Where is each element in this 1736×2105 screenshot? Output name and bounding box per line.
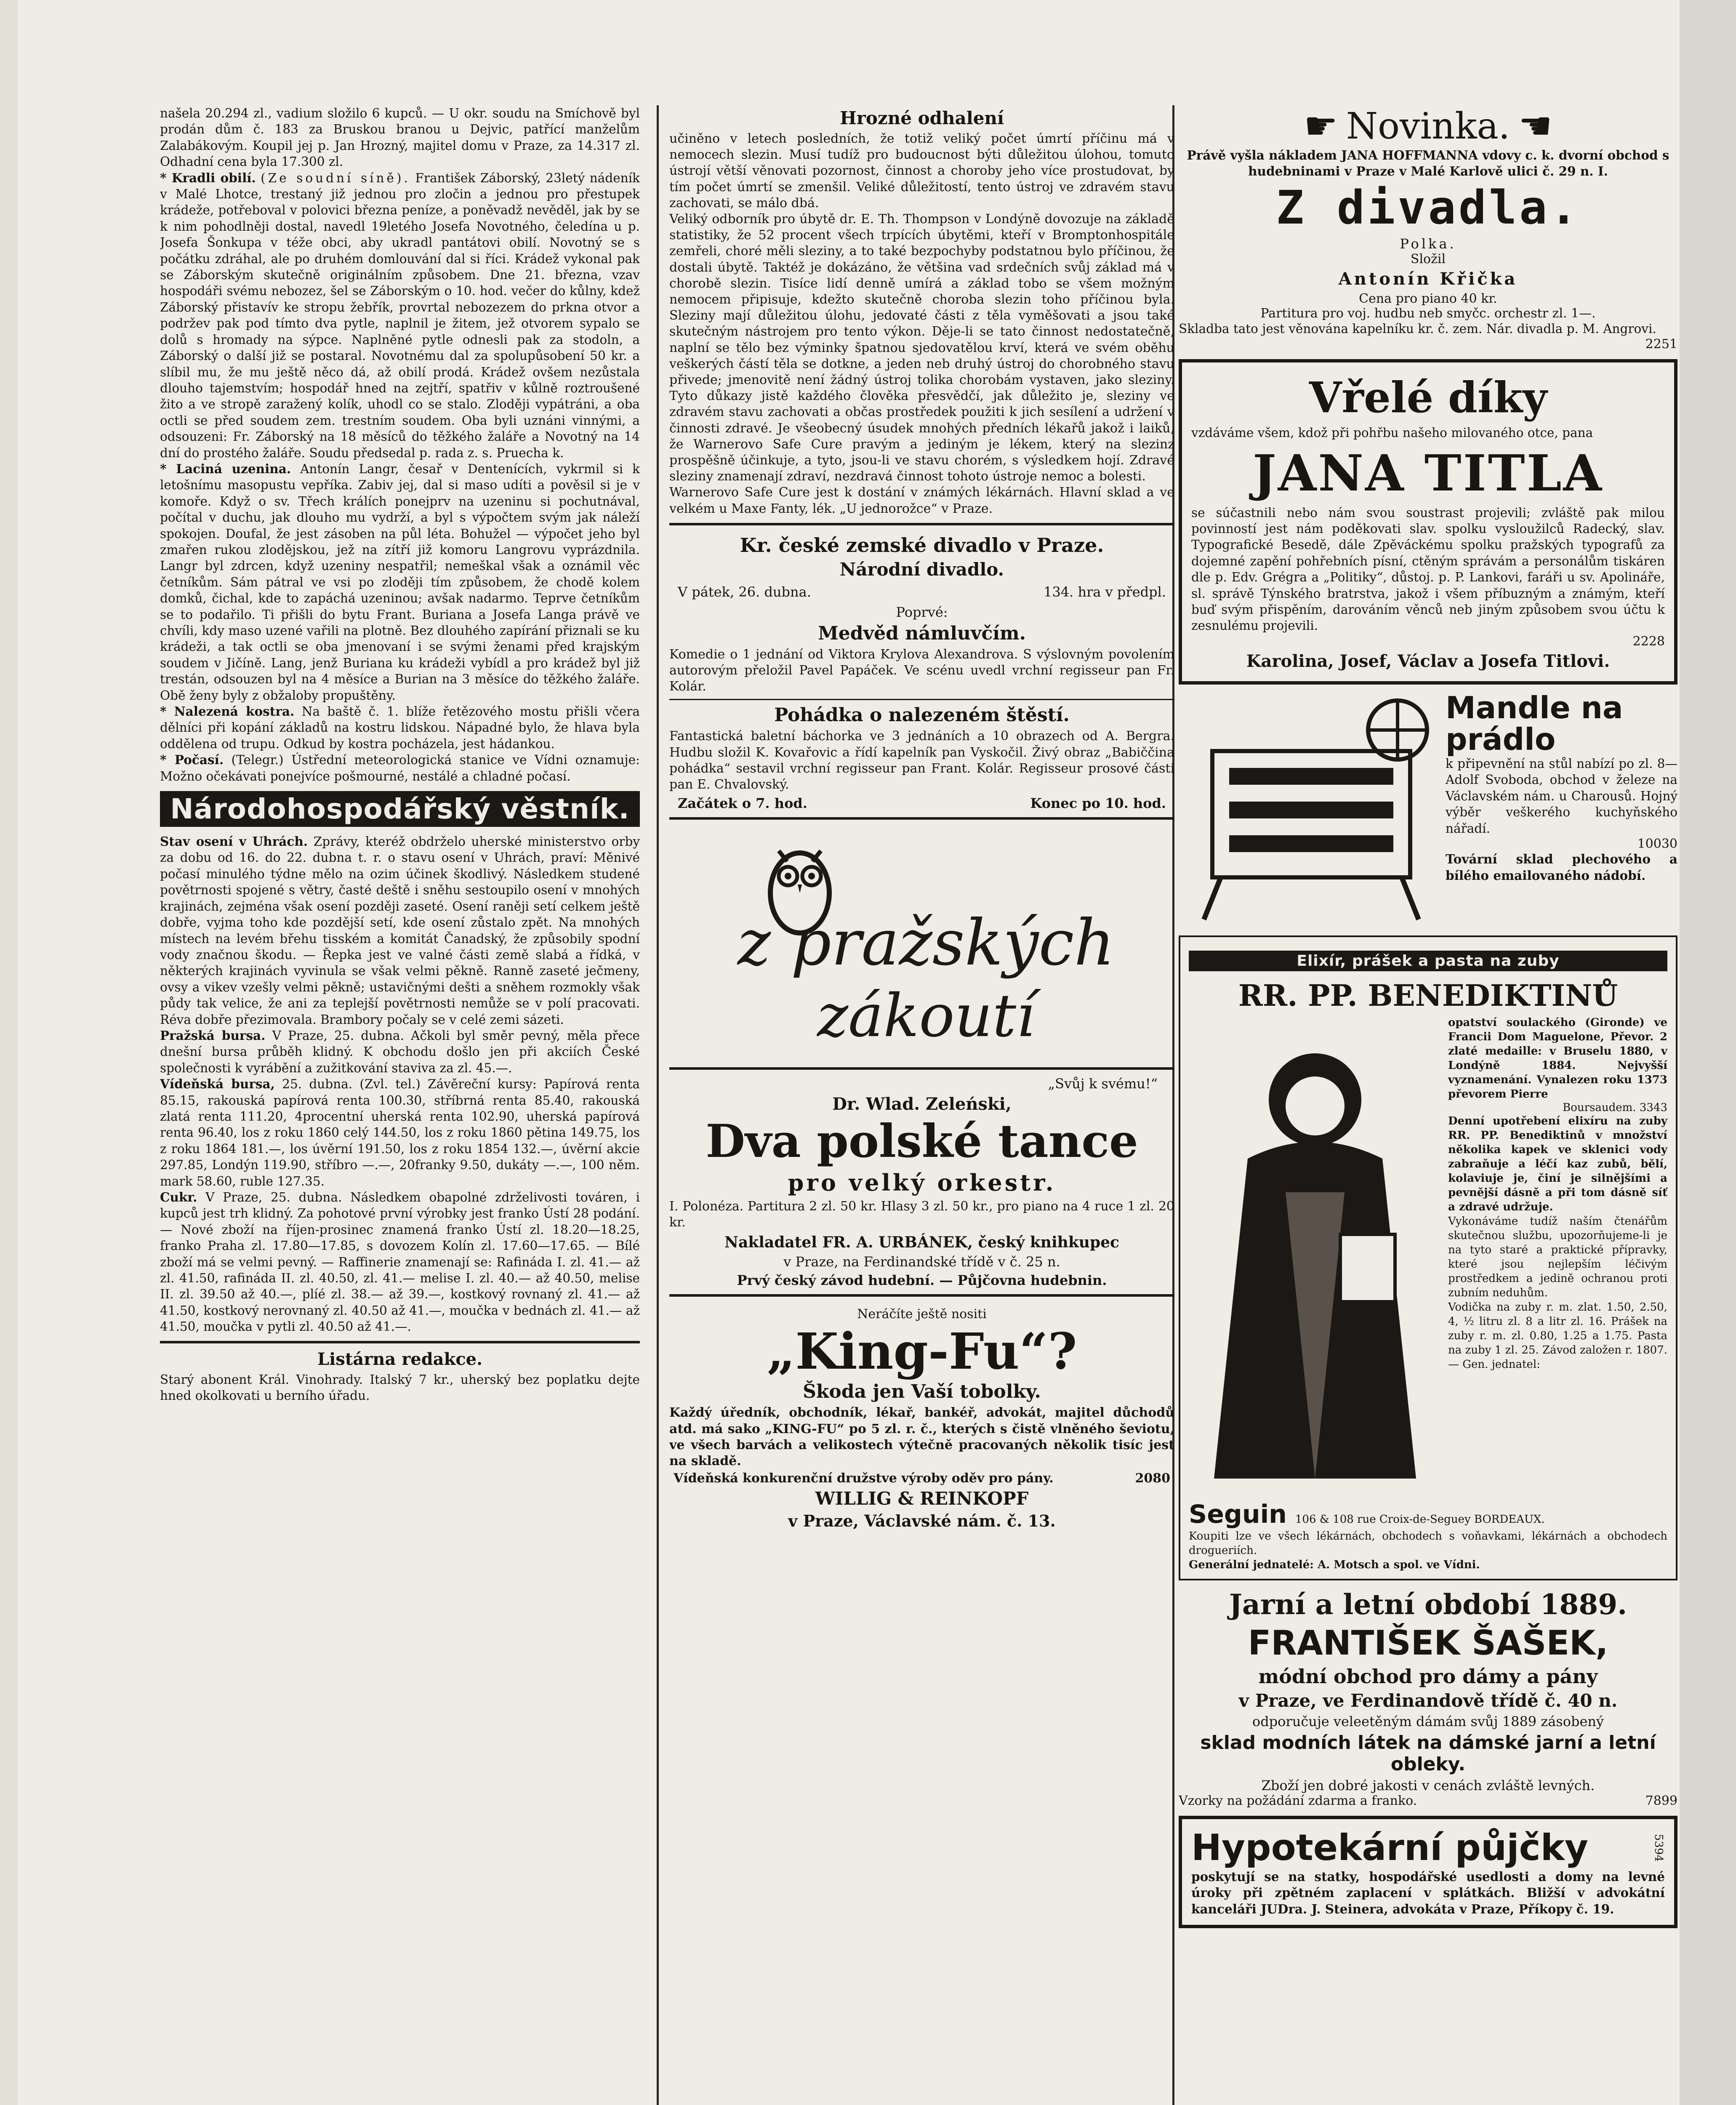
sasek-season: Jarní a letní období 1889. bbox=[1229, 1588, 1627, 1621]
kingfu-cooperative: Vídeňská konkurenční družstve výroby oděv pro pány. bbox=[674, 1471, 1054, 1486]
benediktinu-ad bbox=[1179, 935, 1677, 1580]
head-odhaleni: Hrozné odhalení bbox=[840, 108, 1004, 128]
divider bbox=[669, 523, 1174, 525]
seguin-address: 106 & 108 rue Croix-de-Seguey BORDEAUX. bbox=[1295, 1513, 1545, 1526]
listarna-body: Starý abonent Král. Vinohrady. Italský 7 kr., uherský bez poplatku dejte hned okolkovati u berního úřadu. bbox=[160, 1372, 640, 1403]
kingfu-tagline: Škoda jen Vaší tobolky. bbox=[803, 1381, 1041, 1403]
play2-title: Pohádka o nalezeném štěstí. bbox=[774, 704, 1070, 726]
premiere-label: Poprvé: bbox=[896, 604, 948, 620]
benedikt-body4: Vykonáváme tudíž naším čtenářům skutečnou službu, upozorňujeme-li je na tyto staré a praktické přípravky, které jsou nejlepším léčivým prostředkem a jedině ochranou proti zubním neduhům. bbox=[1448, 1215, 1667, 1299]
benedikt-body3: Denní upotřebení elixíru na zuby RR. PP. Benediktinů v množství několika kapek ve sklenici vody zabraňuje a léčí kaz zubů, bělí, kolaviuje je, činí je silnějšími a pevnější dásně a při tom dásně síť a zdravé udržuje. bbox=[1448, 1114, 1667, 1213]
monk-illustration-icon bbox=[1189, 1015, 1441, 1500]
seguin-body: Koupiti lze ve všech lékárnách, obchodech s voňavkami, lékárnách a obchodech drogueriích. bbox=[1189, 1529, 1667, 1557]
play1-desc: Komedie o 1 jednání od Viktora Krylova Alexandrova. S výslovným povolením autorovým přeložil Pavel Papáček. Ve scénu uvedl vrchní regisseur pan Fr. Kolár. bbox=[669, 647, 1174, 694]
polka-dedication: Skladba tato jest věnována kapelníku kr. č. zem. Nár. divadla p. M. Angrovi. bbox=[1179, 321, 1656, 336]
article-pocasi-title: * Počasí. bbox=[160, 752, 224, 767]
article-oseni bbox=[160, 834, 640, 1028]
mandle-text bbox=[1446, 692, 1677, 928]
mandle-footer: Tovární sklad plechového a bílého emailovaného nádobí. bbox=[1446, 852, 1677, 883]
mandle-number: 10030 bbox=[1637, 837, 1677, 852]
article-kradli-title: * Kradli obilí. bbox=[160, 170, 256, 185]
divadlo-num: 134. hra v předpl. bbox=[1044, 584, 1166, 600]
divider bbox=[669, 817, 1174, 820]
head-listarna: Listárna redakce. bbox=[317, 1349, 483, 1369]
article-bursa bbox=[160, 1028, 640, 1076]
seguin-row bbox=[1189, 1500, 1667, 1529]
benedikt-body2: Boursaudem. 3343 bbox=[1563, 1101, 1667, 1114]
sasek-desc5: Vzorky na požádání zdarma a franko. bbox=[1179, 1793, 1417, 1808]
kingfu-firm: WILLIG & REINKOPF bbox=[815, 1488, 1029, 1509]
zakouti-logo bbox=[690, 826, 1153, 1061]
sasek-number: 7899 bbox=[1645, 1793, 1677, 1808]
novinka-body: Právě vyšla nákladem JANA HOFFMANNA vdovy c. k. dvorní obchod s hudebninami v Praze v Malé Karlově ulici č. 29 n. I. bbox=[1187, 148, 1669, 179]
article-oseni-body: Zprávy, kteréž obdrželo uherské ministerstvo orby za dobu od 16. do 22. dubna t. r. o stavu osení v Uhrách, praví: Měnivé počasí minulého týdne mělo na ozim účinek škodlivý. Následkem studené povětrnosti spojené s větry, časté deště i sněhu sestoupilo osení v mnohých krajinách, zejména však osení později zaseté. Osení raněji setí celkem ještě dobře, vyjma toho kde pozdější setí, kde osení zůstalo zpět. Na mnohých místech na levém břehu tisském a komitát Čanadský, že způsobily spodní vody značnou škodu. — Řepka jest ve valné části země slabá a řídká, v některých krajinách vyvinula se však velmi pěkně. Ranně zaseté ječmeny, ovsy a vikev vzešly velmi pěkně; ustavičnými dešti a sněhem rozmokly však půdy tak velice, že ani za teplejší povětrnosti nemůže se v polí pracovati. Réva dobře přezimovala. Brambory počaly se v celé zemi sázeti. bbox=[160, 834, 640, 1027]
zdivadla-title: Z divadla. bbox=[1276, 180, 1580, 234]
article-kostra-body: Na baště č. 1. blíže řetězového mostu přišli včera dělníci při kopání základů na kostru lidskou. Nápadné bylo, že hlava byla oddělena od trupu. Odkud by kostra pocházela, jest hádankou. bbox=[160, 704, 640, 751]
head-divadlo: Kr. české zemské divadlo v Praze. bbox=[740, 533, 1104, 557]
urbanek-line: Nakladatel FR. A. URBÁNEK, český knihkupec bbox=[724, 1233, 1119, 1251]
benedikt-row bbox=[1189, 1015, 1667, 1500]
article-kradli-body: František Záborský, 23letý nádeník v Malé Lhotce, trestaný již jednou pro zločin a jednou pro přestupek krádeže, potřeboval v polovici března peníze, a poněvadž nevěděl, jak by se k nim pohodlněji dostal, navedl 19letého Josefa Novotného, čeledína u p. Josefa Šonkupa v téže obci, aby ukradl pantátovi obilí. Novotný se s počátku zdráhal, ale po druhém domlouvání dal si říci. Krádež vykonal pak se Záborským skutečně originálním způsobem. Dne 21. března, vzav hospodáři svému nebozez, šel se Záborským o 10. hod. večer do kůlny, kdež Záborský přistavív ke stropu žebřík, provrtal nebozezem do prkna otvor a podržev pak pod tímto dva pytle, naplnil je žitem, jež otvorem sypalo se dolů s hromady na sýpce. Naplněné pytle odnesli pak za stodoln, a Záborský o další již se postaral. Novotnému dal za spolupůsobení 50 kr. a slíbil mu, že mu ještě něco dá, až obilí prodá. Krádež ovšem nezůstala dlouho tajemstvím; hospodář hned na zejtří, spatřiv v kůlně roztroušené žito a ve stropě zaražený kolík, uhodl co se stalo. Zloději vypátráni, a oba octli se před soudem zem. trestním soudem. Oba byli uznáni vinnými, a odsouzeni: Fr. Záborský na 18 měsíců do těžkého žaláře a Novotný na 14 dní do prostého žaláře. Soudu předsedal p. rada z. s. Pruecha k. bbox=[160, 171, 640, 460]
sasek-name: FRANTIŠEK ŠAŠEK, bbox=[1248, 1623, 1608, 1663]
benedikt-body1: opatství soulackého (Gironde) ve Francii Dom Maguelone, Převor. 2 zlaté medaille: v Bruselu 1880, v Londýně 1884. Nejvyšší vyznamenání. Vynalezen roku 1373 převorem Pierre bbox=[1448, 1016, 1667, 1100]
kingfu-title: „King-Fu“? bbox=[767, 1322, 1077, 1380]
divider bbox=[669, 1294, 1174, 1297]
mandle-title: Mandle na prádlo bbox=[1446, 690, 1623, 757]
article-viden-title: Vídeňská bursa, bbox=[160, 1076, 275, 1092]
polka-slozil: Složil bbox=[1410, 251, 1446, 266]
article-bursa-body: V Praze, 25. dubna. Ačkoli byl směr pevný, měla přece dnešní bursa průběh klidný. K obchodu došlo jen při akciích České společnosti k vyrábění a zužitkování staviva za zl. 45.—. bbox=[160, 1028, 640, 1075]
column-divider-1 bbox=[657, 105, 659, 2105]
vrele-name: JANA TITLA bbox=[1252, 443, 1604, 502]
tance-title: Dva polské tance bbox=[706, 1115, 1138, 1168]
novinka-header bbox=[1179, 105, 1677, 147]
article-lacina bbox=[160, 461, 640, 703]
hypo-header bbox=[1191, 1827, 1665, 1869]
benedikt-body5: Vodička na zuby r. m. zlat. 1.50, 2.50, 4, ½ litru zl. 8 a litr zl. 16. Prášek na zuby r. m. zl. 0.80, 1.25 a 1.75. Pasta na zuby 1 zl. 25. Závod založen r. 1807. — Gen. jednatel: bbox=[1448, 1300, 1667, 1371]
column-1 bbox=[160, 105, 640, 2105]
column-2 bbox=[669, 105, 1174, 2105]
pointing-hand-left-icon: ☚ bbox=[1518, 105, 1552, 148]
polka-author: Antonín Křička bbox=[1338, 269, 1518, 289]
benedikt-top: Elixír, prášek a pasta na zuby bbox=[1189, 951, 1667, 971]
article-viden-body: 25. dubna. (Zvl. tel.) Závěreční kursy: Papírová renta 85.15, rakouská papírová renta 100.30, stříbrná renta 85.40, rakouská zlatá renta 111.20, 4procentní uherská renta 102.90, uherská papírová renta 96.40, los z roku 1860 celý 144.50, los z roku 1860 pětina 149.75, los z roku 1864 181.—, los úvěrní 191.50, los z roku 1854 132.—, úvěrní akcie 297.85, Londýn 119.90, stříbro —.—, 20franky 9.50, dukáty —.—, 100 něm. mark 58.60, ruble 127.35. bbox=[160, 1077, 640, 1188]
kingfu-intro: Neráčíte ještě nositi bbox=[857, 1306, 987, 1322]
sasek-desc1: módní obchod pro dámy a pány bbox=[1258, 1665, 1598, 1688]
article-pocasi-body: (Telegr.) Ústřední meteorologická stanice ve Vídni oznamuje: Možno očekávati ponejvíce pošmourné, nestálé a chladné počasí. bbox=[160, 753, 640, 783]
article-kradli bbox=[160, 170, 640, 461]
article-bursa-title: Pražská bursa. bbox=[160, 1028, 266, 1043]
seguin-label: Seguin bbox=[1189, 1499, 1287, 1529]
vrele-title: Vřelé díky bbox=[1309, 373, 1547, 423]
seguin-agent: Generální jednatelé: A. Motsch a spol. ve Vídni. bbox=[1189, 1558, 1480, 1571]
hypo-title: Hypotekární půjčky bbox=[1191, 1826, 1588, 1869]
benedikt-title: RR. PP. BENEDIKTINŮ bbox=[1238, 978, 1618, 1013]
benedikt-text bbox=[1448, 1015, 1667, 1500]
play1-title: Medvěd námluvčím. bbox=[818, 622, 1026, 644]
novinka-title: Novinka. bbox=[1346, 105, 1510, 147]
article-cukr-title: Cukr. bbox=[160, 1190, 197, 1204]
mangle-machine-icon bbox=[1179, 692, 1440, 928]
vrele-signers: Karolina, Josef, Václav a Josefa Titlovi. bbox=[1246, 651, 1610, 671]
divadlo-dateline bbox=[678, 584, 1166, 600]
start-time: Začátek o 7. hod. bbox=[678, 795, 807, 812]
odhaleni-body: učiněno v letech posledních, že totiž veliký počet úmrtí příčinu má v nemocech slezin. Musí tudíž pro budoucnost býti důležitou úlohou, tomuto ústrojí větší věnovati pozornost, činnost a choroby jeho více prostudovat, by tím počet úmrtí se zmenšil. Veliké důležitostí, tento ústroj ve zdravém stavu zachovati, se málo dbá. Veliký odborník pro úbytě dr. E. Th. Thompson v Londýně dovozuje na základě statistiky, že 52 procent všech trpících úbytěmi, kteří v Bromptonhospitále zemřeli, choré měli sleziny, a to také bezpochyby podstatnou bylo příčinou, že dostali úbytě. Taktéž je dokázáno, že většina vad srdečních svůj základ má v chorobě slezin. Tisíce lidí denně umírá a základ tobo se všem možným nemocem připisuje, kdežto skutečně choroba slezin toho příčinou byla. Sleziny mají důležitou úlohu, jedovaté části z těla vyměšovati a jsou také skutečným nástrojem pro tento výkon. Děje-li se tato činnost nedostatečně, naplní se tělo bez výminky špatnou sjedovatělou krví, která ve svém oběhu veškerých částí těla se dotkne, a jeden neb druhý ústroj do chorobného stavu přivede; jmenovitě není žádný ústroj tolika chorobám vystaven, jako sleziny. Tyto důkazy jistě každého člověka přesvědčí, jak důležito je, sleziny ve zdravém stavu zachovati a občas prostředek použiti k jich sesílení a udržení v činnosti zdravé. Je všeobecný úsudek mnohých předních lékařů jakož i laiků, že Warnerovo Safe Cure pravým a jediným je lékem, který na slezinz prospěšně účinkuje, a tyto, jsou-li ve stavu chorém, s výsledkem hojí. Zdravé sleziny znamenají zdraví, nezdravá činnost tohoto ústroje nemoc a bolesti. Warnerovo Safe Cure jest k dostání v známých lékárnách. Hlavní sklad a ve velkém u Maxe Fanty, lék. „U jednorožce“ v Praze. bbox=[669, 131, 1174, 516]
logo-text-line2: zákoutí bbox=[817, 982, 1035, 1051]
vrele-number: 2228 bbox=[1632, 634, 1665, 649]
end-time: Konec po 10. hod. bbox=[1030, 795, 1166, 812]
article-lacina-body: Antonín Langr, česař v Dentenících, vykrmil si k letošnímu masopustu vepříka. Zabiv jej, dal si maso udíti a pověsil si je v komoře. Když o sv. Třech králích ponejprv na uzeninu si pochutnával, počítal v duchu, jak dlouho mu vydrží, a byl s výpočtem svým jak náleží spokojen. Doufal, že jest zásoben na půl léta. Bohužel — výpočet jeho byl zmařen rukou zlodějskou, jež na zítří již komoru Langrovu vyprázdnila. Langr byl zdrcen, když uzeniny nespatřil; nemeškal však a oznámil věc četníkům. Sám pátral ve vsi po zloději tím způsobem, že chodě kolem domků, čichal, kde to zapáchá uzeninou; avšak nadarmo. Teprve četníkům se to podařilo. Ti přišli do bytu Frant. Buriana a Josefa Langa právě ve chvíli, kdy maso uzené vařili na plotně. Bez dlouhého zapírání přiznali se ku krádeži, a tak octli se oba jmenovaní i se svými ženami před krajským soudem v Jičíně. Lang, jenž Buriana ku krádeži vybídl a pro krádež byl již trestán, odsouzen byl na 4 měsíce a Burian na 3 měsíce do těžkého žaláře. Obě ženy byly z obžaloby propuštěny. bbox=[160, 461, 640, 703]
hypo-body: poskytují se na statky, hospodářské usedlosti a domy na levné úroky při zpětném zaplacení v splátkách. Bližší v advokátní kanceláři JUDra. J. Steinera, advokáta v Praze, Příkopy č. 19. bbox=[1191, 1869, 1665, 1916]
vrele-diky-ad bbox=[1179, 359, 1677, 685]
polka-partitura: Partitura pro voj. hudbu neb smyčc. orchestr zl. 1—. bbox=[1260, 306, 1596, 321]
article-kradli-place: (Ze soudní síně). bbox=[261, 171, 410, 185]
divadlo-times bbox=[678, 795, 1166, 811]
vrele-body: se súčastnili nebo nám svou soustrast projevili; zvláště pak milou povinností jest nám poděkovati slav. spolku vysloužilců Radecký, slav. Typografické Besedě, dále Zpěváckému spolku pražských typografů za dojemné zapění pohřebních písní, ctěným správám a personálům tiskáren dle p. Edv. Grégra a „Politiky“, důstoj. p. P. Lankovi, faráři u sv. Apolináře, sl. správě Týnského bratrstva, jakož i všem příbuzným a známým, kteří buď svým přispěním, darováním věnců neb jiným způsobem svou účtu k zesnulému projevili. bbox=[1191, 505, 1665, 633]
auction-news: našela 20.294 zl., vadium složilo 6 kupců. — U okr. soudu na Smíchově byl prodán dům č. 183 za Bruskou branou u Dejvic, patřící manželům Zalabákovým. Koupil jej p. Jan Hrozný, majitel domu v Praze, za 14.317 zl. Odhadní cena byla 17.300 zl. bbox=[160, 106, 640, 169]
urbanek-footer: Prvý český závod hudební. — Půjčovna hudebnin. bbox=[737, 1272, 1107, 1288]
urbanek-address: v Praze, na Ferdinandské třídě v č. 25 n. bbox=[783, 1253, 1060, 1270]
play2-desc: Fantastická baletní báchorka ve 3 jednáních a 10 obrazech od A. Bergra. Hudbu složil K. Kovařovic a řídí kapelník pan Vyskočil. Živý obraz „Babiččina pohádka“ sestavil vrchní regisseur pan Frant. Kolár. Regisseur prosové části pan E. Chvalovský. bbox=[669, 729, 1174, 792]
sasek-desc4: Zboží jen dobré jakosti v cenách zvláště levných. bbox=[1261, 1777, 1595, 1793]
article-pocasi bbox=[160, 752, 640, 784]
pointing-hand-icon: ☛ bbox=[1304, 105, 1338, 148]
tance-detail: I. Polonéza. Partitura 2 zl. 50 kr. Hlasy 3 zl. 50 kr., pro piano na 4 ruce 1 zl. 20 kr. bbox=[669, 1199, 1174, 1230]
hypo-ad bbox=[1179, 1816, 1677, 1928]
column-3 bbox=[1179, 105, 1677, 2105]
sasek-address: v Praze, ve Ferdinandově třídě č. 40 n. bbox=[1238, 1690, 1618, 1711]
section-banner-vestnik: Národohospodářský věstník. bbox=[160, 791, 640, 827]
svuj-motto: „Svůj k svému!“ bbox=[1048, 1076, 1158, 1092]
vrele-intro: vzdáváme všem, kdož při pohřbu našeho milovaného otce, pana bbox=[1191, 426, 1593, 440]
page-left-margin bbox=[0, 0, 18, 2105]
mandle-body: k připevnění na stůl nabízí po zl. 8— Adolf Svoboda, obchod v železe na Václavském nám. u Charousů. Hojný výběr veškerého kuchyňského nářadí. bbox=[1446, 757, 1677, 836]
logo-text-line1: z pražských bbox=[737, 906, 1115, 980]
article-oseni-title: Stav osení v Uhrách. bbox=[160, 834, 308, 849]
polka-price: Cena pro piano 40 kr. bbox=[1359, 291, 1497, 306]
polka-label: Polka. bbox=[1400, 235, 1456, 252]
zelenski-author: Dr. Wlad. Zeleński, bbox=[832, 1094, 1012, 1114]
hypo-number: 5394 bbox=[1652, 1833, 1665, 1862]
article-lacina-title: * Laciná uzenina. bbox=[160, 461, 291, 476]
sasek-desc2: odporučuje veleetěným dámám svůj 1889 zásobený bbox=[1252, 1713, 1604, 1729]
head-narodni: Národní divadlo. bbox=[839, 559, 1004, 580]
orkestr-label: pro velký orkestr. bbox=[788, 1169, 1056, 1196]
article-kostra-title: * Nalezená kostra. bbox=[160, 704, 295, 719]
divider bbox=[669, 1067, 1174, 1070]
sasek-row bbox=[1179, 1793, 1677, 1808]
page-right-margin bbox=[1680, 0, 1736, 2105]
mandle-ad bbox=[1179, 692, 1677, 928]
kingfu-body: Každý úředník, obchodník, lékař, bankéř, advokát, majitel důchodů atd. má sako „KING-FU“ po 5 zl. r. č., kterých s čistě vlněného ševiotu, ve všech barvách a velikostech výtečně pracovaných několik tisíc jest na skladě. bbox=[669, 1405, 1174, 1468]
kingfu-number: 2080 bbox=[1135, 1471, 1170, 1486]
article-viden bbox=[160, 1076, 640, 1189]
article-cukr bbox=[160, 1189, 640, 1335]
divider bbox=[160, 1341, 640, 1343]
article-cukr-body: V Praze, 25. dubna. Následkem obapolné zdrželivosti továren, i kupců jest trh klidný. Za pohotové první výrobky jest franko Ústí 28 podání. — Nové zboží na říjen-prosinec znamená franko Ústí zl. 18.20—18.25, franko Praha zl. 17.80—17.85, s dovozem Kolín zl. 17.60—17.65. — Bílé zboží má se velmi pevný. — Raffinerie znamenají se: Rafináda I. zl. 41.— až zl. 41.50, rafináda II. zl. 40.50, zl. 41.— melise I. zl. 40.— až 40.50, melise II. zl. 39.50 až 40.—, plíé zl. 38.— až 39.—, kostkový rovnaný zl. 41.— až 41.50, kostkový nerovnaný zl. 40.50 až 41.—, moučka v bednách zl. 41.— až 41.50, moučka v pytli zl. 40.50 až 41.—. bbox=[160, 1190, 640, 1334]
article-kostra bbox=[160, 703, 640, 752]
polka-number: 2251 bbox=[1645, 337, 1677, 352]
divadlo-date: V pátek, 26. dubna. bbox=[678, 584, 811, 600]
kingfu-address: v Praze, Václavské nám. č. 13. bbox=[788, 1511, 1056, 1531]
sasek-desc3: sklad modních látek na dámské jarní a letní obleky. bbox=[1200, 1732, 1656, 1775]
divider bbox=[669, 699, 1174, 700]
kingfu-coop-row bbox=[674, 1471, 1170, 1486]
